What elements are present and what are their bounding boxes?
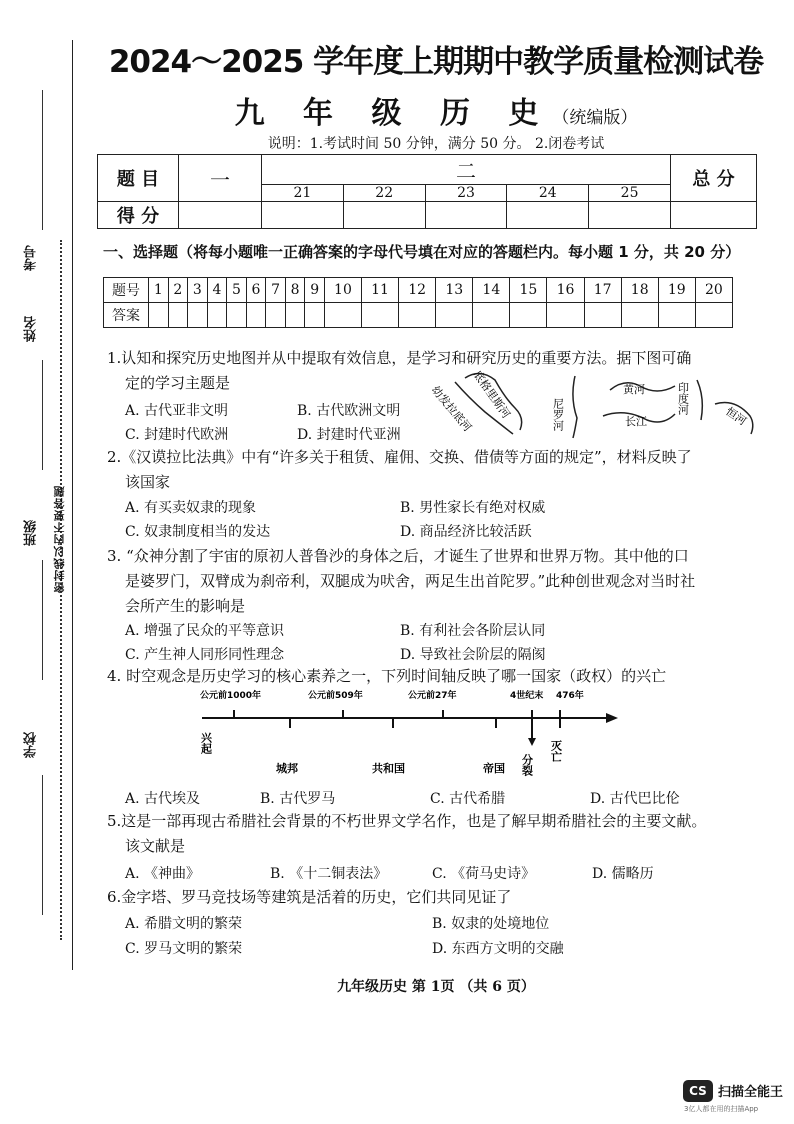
exam-no-label: 考号 bbox=[24, 245, 39, 271]
question-number-cell: 7 bbox=[266, 278, 286, 303]
answer-cell[interactable] bbox=[621, 303, 658, 328]
q24-header: 24 bbox=[507, 185, 589, 202]
q1-option-b[interactable]: B. 古代欧洲文明 bbox=[297, 403, 401, 419]
question-number-cell: 6 bbox=[246, 278, 266, 303]
q21-header: 21 bbox=[262, 185, 344, 202]
date-4th-century: 4世纪末 bbox=[510, 691, 544, 701]
huanghe-label: 黄河 bbox=[623, 383, 645, 396]
answer-cell[interactable] bbox=[695, 303, 732, 328]
question-number-cell: 18 bbox=[621, 278, 658, 303]
seal-warning: 密封线以内不要答题 bbox=[53, 485, 66, 593]
q3-option-b[interactable]: B. 有利社会各阶层认同 bbox=[400, 623, 546, 639]
question-number-cell: 16 bbox=[547, 278, 584, 303]
class-label: 班级 bbox=[24, 520, 39, 546]
answer-cell[interactable] bbox=[246, 303, 266, 328]
question-number-cell: 15 bbox=[510, 278, 547, 303]
q6-option-a[interactable]: A. 希腊文明的繁荣 bbox=[125, 916, 243, 932]
tigris-label: 底格里斯河 bbox=[470, 368, 513, 421]
q4-stem-line1: 4. 时空观念是历史学习的核心素养之一，下列时间轴反映了哪一国家（政权）的兴亡 bbox=[107, 667, 667, 685]
event-fall: 灭亡 bbox=[549, 740, 563, 762]
school-label: 学校 bbox=[24, 732, 39, 758]
scanner-tagline: 3亿人都在用的扫描App bbox=[684, 1105, 759, 1113]
q1-option-c[interactable]: C. 封建时代欧洲 bbox=[125, 427, 229, 443]
answer-cell[interactable] bbox=[584, 303, 621, 328]
q3-stem-line1: 3. “众神分割了宇宙的原初人普鲁沙的身体之后，才诞生了世界和世界万物。其中他的口 bbox=[107, 547, 689, 565]
q2-stem-line1: 2.《汉谟拉比法典》中有“许多关于租赁、雇佣、交换、借债等方面的规定”，材料反映了 bbox=[107, 448, 692, 466]
changjiang-label: 长江 bbox=[625, 415, 647, 428]
total-header: 总 分 bbox=[671, 155, 757, 202]
page-footer: 九年级历史 第 1页 （共 6 页） bbox=[337, 979, 535, 995]
event-empire: 帝国 bbox=[483, 762, 505, 775]
exam-subtitle bbox=[96, 88, 776, 132]
question-number-cell: 12 bbox=[399, 278, 436, 303]
q6-option-b[interactable]: B. 奴隶的处境地位 bbox=[432, 916, 550, 932]
q5-stem-line2: 该文献是 bbox=[125, 837, 186, 855]
part-two-header: 二 bbox=[262, 155, 671, 185]
school-blank[interactable] bbox=[42, 775, 43, 915]
question-number-cell: 11 bbox=[362, 278, 399, 303]
date-509bc: 公元前509年 bbox=[308, 691, 363, 701]
q3-option-c[interactable]: C. 产生神人同形同性理念 bbox=[125, 647, 285, 663]
answer-cell[interactable] bbox=[305, 303, 325, 328]
score-cell[interactable] bbox=[507, 202, 589, 229]
ancient-rivers-map bbox=[425, 368, 765, 443]
question-number-cell: 20 bbox=[695, 278, 732, 303]
binding-line bbox=[72, 40, 73, 970]
q6-stem-line1: 6.金字塔、罗马竞技场等建筑是活着的历史，它们共同见证了 bbox=[107, 888, 512, 906]
nile-label: 尼罗河 bbox=[551, 398, 565, 431]
q5-option-b[interactable]: B. 《十二铜表法》 bbox=[270, 866, 388, 882]
answer-cell[interactable] bbox=[436, 303, 473, 328]
event-split: 分裂 bbox=[520, 754, 534, 776]
q3-option-d[interactable]: D. 导致社会阶层的隔阂 bbox=[400, 647, 546, 663]
q6-option-d[interactable]: D. 东西方文明的交融 bbox=[432, 941, 564, 957]
answer-cell[interactable] bbox=[399, 303, 436, 328]
question-number-cell: 13 bbox=[436, 278, 473, 303]
class-blank[interactable] bbox=[42, 560, 43, 680]
question-number-cell: 14 bbox=[473, 278, 510, 303]
question-number-cell: 5 bbox=[227, 278, 247, 303]
date-476: 476年 bbox=[556, 691, 584, 701]
instructions: 说明：1.考试时间 50 分钟，满分 50 分。 2.闭卷考试 bbox=[267, 136, 605, 152]
event-rise: 兴起 bbox=[199, 732, 213, 754]
q4-option-d[interactable]: D. 古代巴比伦 bbox=[590, 791, 680, 807]
row-label-score: 得 分 bbox=[98, 202, 179, 229]
q2-option-d[interactable]: D. 商品经济比较活跃 bbox=[400, 524, 532, 540]
question-number-cell: 1 bbox=[149, 278, 169, 303]
edition: （统编版） bbox=[552, 108, 638, 128]
score-cell[interactable] bbox=[425, 202, 507, 229]
answer-cell[interactable] bbox=[285, 303, 305, 328]
q23-header: 23 bbox=[425, 185, 507, 202]
q4-option-c[interactable]: C. 古代希腊 bbox=[430, 791, 506, 807]
q3-stem-line2: 是婆罗门，双臂成为刹帝利，双腿成为吠舍，两足生出首陀罗。”此种创世观念对当时社 bbox=[125, 572, 696, 590]
name-blank[interactable] bbox=[42, 360, 43, 470]
question-number-cell: 8 bbox=[285, 278, 305, 303]
grade-subject: 九 年 级 历 史 bbox=[234, 96, 553, 131]
row-label-item: 题 目 bbox=[98, 155, 179, 202]
name-label: 姓名 bbox=[24, 316, 39, 342]
q1-option-d[interactable]: D. 封建时代亚洲 bbox=[297, 427, 401, 443]
score-cell[interactable] bbox=[589, 202, 671, 229]
q22-header: 22 bbox=[343, 185, 425, 202]
camscanner-logo-icon: CS bbox=[683, 1080, 713, 1102]
q4-option-a[interactable]: A. 古代埃及 bbox=[125, 791, 201, 807]
score-table bbox=[97, 154, 757, 229]
part-one-header: 一 bbox=[179, 155, 262, 202]
q5-stem-line1: 5.这是一部再现古希腊社会背景的不朽世界文学名作，也是了解早期希腊社会的主要文献。 bbox=[107, 812, 707, 830]
timeline bbox=[198, 684, 628, 784]
score-cell[interactable] bbox=[671, 202, 757, 229]
q5-option-c[interactable]: C. 《荷马史诗》 bbox=[432, 866, 536, 882]
euphrates-label: 幼发拉底河 bbox=[428, 383, 475, 435]
q4-option-b[interactable]: B. 古代罗马 bbox=[260, 791, 336, 807]
score-cell[interactable] bbox=[179, 202, 262, 229]
section-heading: 一、选择题（将每小题唯一正确答案的字母代号填在对应的答题栏内。每小题 1 分，共 20 分） bbox=[103, 243, 741, 261]
q1-stem-line1: 1.认知和探究历史地图并从中提取有效信息，是学习和研究历史的重要方法。据下图可确 bbox=[107, 349, 692, 367]
q3-stem-line3: 会所产生的影响是 bbox=[125, 597, 246, 615]
question-number-cell: 10 bbox=[324, 278, 361, 303]
exam-no-blank[interactable] bbox=[42, 90, 43, 230]
answer-cell[interactable] bbox=[227, 303, 247, 328]
q3-option-a[interactable]: A. 增强了民众的平等意识 bbox=[125, 623, 285, 639]
q6-option-c[interactable]: C. 罗马文明的繁荣 bbox=[125, 941, 243, 957]
q1-option-a[interactable]: A. 古代亚非文明 bbox=[125, 403, 229, 419]
answer-label: 答案 bbox=[104, 303, 149, 328]
answer-cell[interactable] bbox=[658, 303, 695, 328]
answer-grid bbox=[103, 277, 733, 328]
question-number-cell: 2 bbox=[168, 278, 188, 303]
date-1000bc: 公元前1000年 bbox=[200, 691, 262, 701]
question-number-cell: 9 bbox=[305, 278, 325, 303]
q25-header: 25 bbox=[589, 185, 671, 202]
q2-stem-line2: 该国家 bbox=[125, 473, 171, 491]
q2-option-c[interactable]: C. 奴隶制度相当的发达 bbox=[125, 524, 271, 540]
answer-cell[interactable] bbox=[149, 303, 169, 328]
answer-cell[interactable] bbox=[207, 303, 227, 328]
score-cell[interactable] bbox=[262, 202, 344, 229]
q2-option-a[interactable]: A. 有买卖奴隶的现象 bbox=[125, 500, 257, 516]
answer-cell[interactable] bbox=[473, 303, 510, 328]
q2-option-b[interactable]: B. 男性家长有绝对权威 bbox=[400, 500, 546, 516]
answer-cell[interactable] bbox=[547, 303, 584, 328]
answer-cell[interactable] bbox=[362, 303, 399, 328]
answer-cell[interactable] bbox=[188, 303, 208, 328]
date-27bc: 公元前27年 bbox=[408, 691, 457, 701]
ganges-label: 恒河 bbox=[723, 404, 749, 429]
indus-label: 印度河 bbox=[676, 382, 690, 415]
question-number-cell: 19 bbox=[658, 278, 695, 303]
question-number-label: 题号 bbox=[104, 278, 149, 303]
answer-cell[interactable] bbox=[168, 303, 188, 328]
answer-cell[interactable] bbox=[324, 303, 361, 328]
q5-option-d[interactable]: D. 儒略历 bbox=[592, 866, 654, 882]
q5-option-a[interactable]: A. 《神曲》 bbox=[125, 866, 201, 882]
scanner-app-name: 扫描全能王 bbox=[718, 1085, 784, 1100]
exam-title: 2024～2025 学年度上期期中教学质量检测试卷 bbox=[108, 44, 764, 80]
score-cell[interactable] bbox=[343, 202, 425, 229]
q1-stem-line2: 定的学习主题是 bbox=[125, 374, 231, 392]
question-number-cell: 3 bbox=[188, 278, 208, 303]
question-number-cell: 17 bbox=[584, 278, 621, 303]
event-republic: 共和国 bbox=[372, 762, 405, 775]
answer-cell[interactable] bbox=[266, 303, 286, 328]
event-city-state: 城邦 bbox=[276, 762, 298, 775]
question-number-cell: 4 bbox=[207, 278, 227, 303]
answer-cell[interactable] bbox=[510, 303, 547, 328]
